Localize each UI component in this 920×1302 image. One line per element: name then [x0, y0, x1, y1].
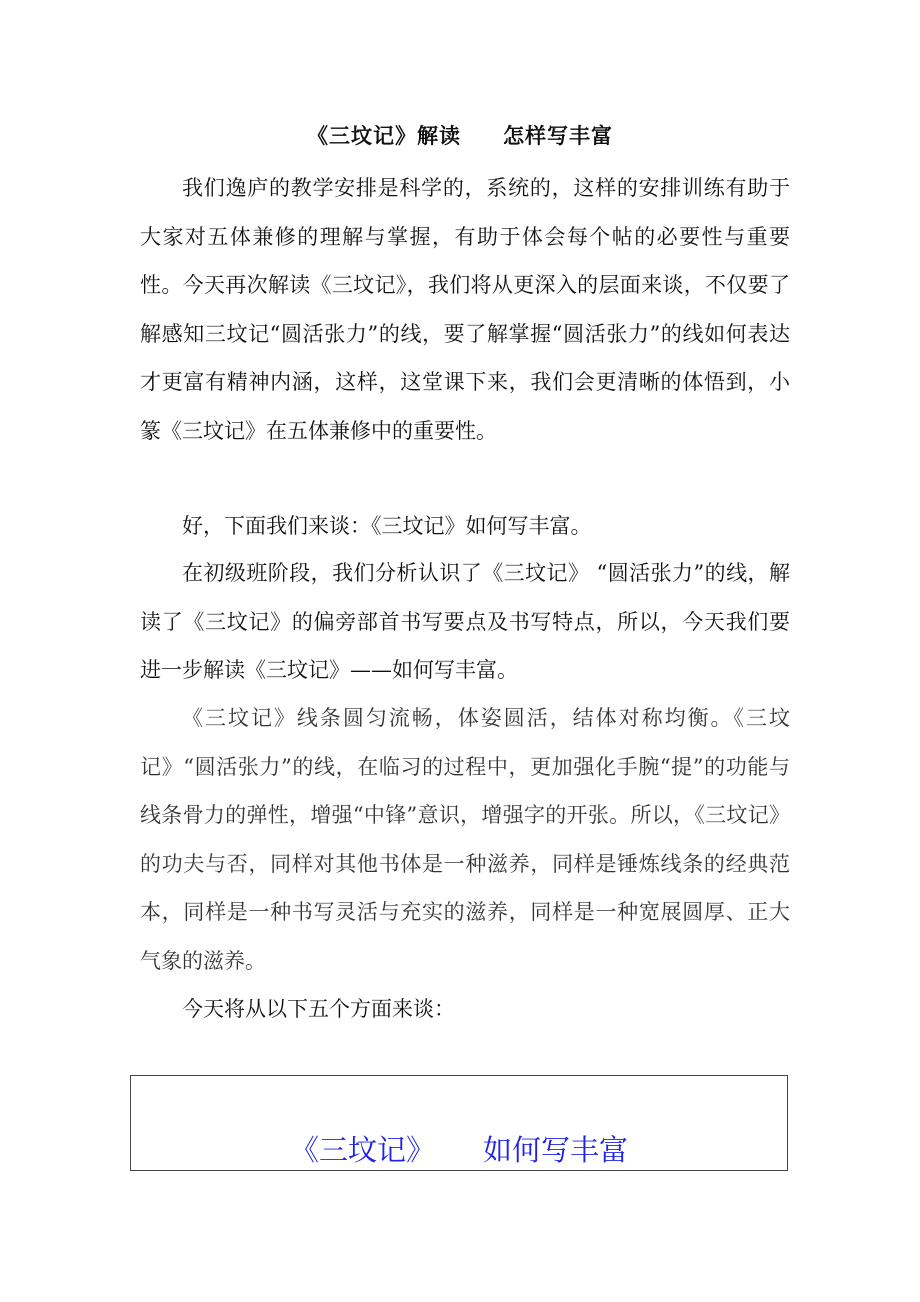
paragraph-review: 在初级班阶段，我们分析认识了《三坟记》 “圆活张力”的线，解读了《三坟记》的偏旁部首书写要点及书写特点，所以，今天我们要进一步解读《三坟记》——如何写丰富。 — [140, 561, 790, 682]
paragraph-intro: 我们逸庐的教学安排是科学的，系统的，这样的安排训练有助于大家对五体兼修的理解与掌握，有助于体会每个帖的必要性与重要性。今天再次解读《三坟记》，我们将从更深入的层面来谈，不仅要了解感知三坟记“圆活张力”的线，要了解掌握“圆活张力”的线如何表达才更富有精神内涵，这样，这堂课下来，我们会更清晰的体悟到，小篆《三坟记》在五体兼修中的重要性。 — [140, 176, 790, 443]
section-heading-left: 《三坟记》 — [289, 1133, 435, 1167]
paragraph-outline: 今天将从以下五个方面来谈： — [182, 997, 455, 1021]
title-left: 《三坟记》解读 — [307, 123, 461, 148]
section-heading-right: 如何写丰富 — [483, 1133, 629, 1167]
paragraph-characteristics: 《三坟记》线条圆匀流畅，体姿圆活，结体对称均衡。《三坟记》“圆活张力”的线，在临习的过程中，更加强化手腕“提”的功能与线条骨力的弹性，增强“中锋”意识，增强字的开张。所以，《三坟记》的功夫与否，同样对其他书体是一种滋养，同样是锤炼线条的经典范本，同样是一种书写灵活与充实的滋养，同样是一种宽展圆厚、正大气象的滋养。 — [140, 706, 790, 973]
document-title — [0, 120, 920, 150]
section-heading — [131, 1128, 787, 1169]
section-heading-box — [130, 1075, 788, 1171]
title-right: 怎样写丰富 — [503, 123, 613, 148]
paragraph-topic: 好，下面我们来谈：《三坟记》如何写丰富。 — [182, 514, 592, 538]
